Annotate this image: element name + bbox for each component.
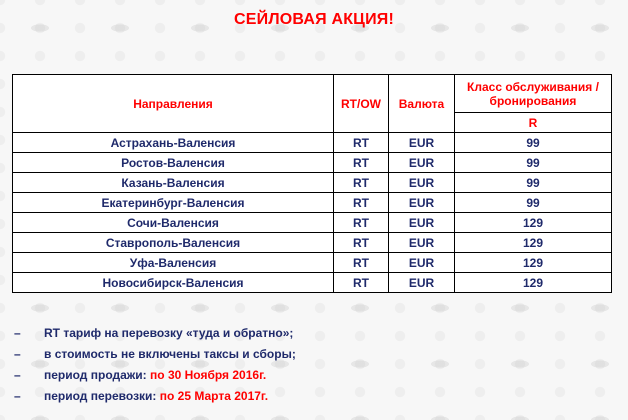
currency-cell: EUR [389,233,455,253]
price-cell: 99 [455,153,612,173]
rt-ow-cell: RT [334,273,389,293]
currency-cell: EUR [389,193,455,213]
price-cell: 129 [455,253,612,273]
note-text: RT тариф на перевозку «туда и обратно»; [44,326,294,340]
price-cell: 129 [455,213,612,233]
header-direction: Направления [13,75,334,133]
header-currency: Валюта [389,75,455,133]
currency-cell: EUR [389,213,455,233]
table-row [13,233,612,253]
table-row [13,213,612,233]
page-title: СЕЙЛОВАЯ АКЦИЯ! [234,11,394,28]
notes-list [14,323,614,407]
note-label: период перевозки: [44,389,157,403]
header-class-code: R [455,113,612,133]
rt-ow-cell: RT [334,153,389,173]
rt-ow-cell: RT [334,193,389,213]
header-rt-ow: RT/OW [334,75,389,133]
route-cell: Ростов-Валенсия [13,153,334,173]
currency-cell: EUR [389,173,455,193]
rt-ow-cell: RT [334,213,389,233]
price-cell: 129 [455,273,612,293]
rt-ow-cell: RT [334,133,389,153]
rt-ow-cell: RT [334,233,389,253]
bullet-dash: – [14,326,21,340]
fares-table [12,74,612,293]
route-cell: Уфа-Валенсия [13,253,334,273]
route-cell: Казань-Валенсия [13,173,334,193]
table-row [13,133,612,153]
price-cell: 99 [455,193,612,213]
currency-cell: EUR [389,273,455,293]
price-cell: 99 [455,173,612,193]
table-header-row [13,75,612,113]
note-text: в стоимость не включены таксы и сборы; [44,347,296,361]
bullet-dash: – [14,347,21,361]
table-row [13,273,612,293]
route-cell: Сочи-Валенсия [13,213,334,233]
table-row [13,173,612,193]
rt-ow-cell: RT [334,173,389,193]
route-cell: Ставрополь-Валенсия [13,233,334,253]
table-row [13,253,612,273]
currency-cell: EUR [389,253,455,273]
note-sale-period [14,365,614,386]
price-cell: 99 [455,133,612,153]
note-travel-period [14,386,614,407]
bullet-dash: – [14,389,21,403]
travel-period-value: по 25 Марта 2017г. [159,389,269,403]
bullet-dash: – [14,368,21,382]
header-service-class: Класс обслуживания / бронирования [455,75,612,113]
note-label: период продажи: [44,368,147,382]
table-row [13,193,612,213]
route-cell: Екатеринбург-Валенсия [13,193,334,213]
table-row [13,153,612,173]
price-cell: 129 [455,233,612,253]
currency-cell: EUR [389,153,455,173]
route-cell: Новосибирск-Валенсия [13,273,334,293]
note-rt-fare [14,323,614,344]
note-taxes [14,344,614,365]
sale-period-value: по 30 Ноября 2016г. [150,368,267,382]
currency-cell: EUR [389,133,455,153]
rt-ow-cell: RT [334,253,389,273]
route-cell: Астрахань-Валенсия [13,133,334,153]
